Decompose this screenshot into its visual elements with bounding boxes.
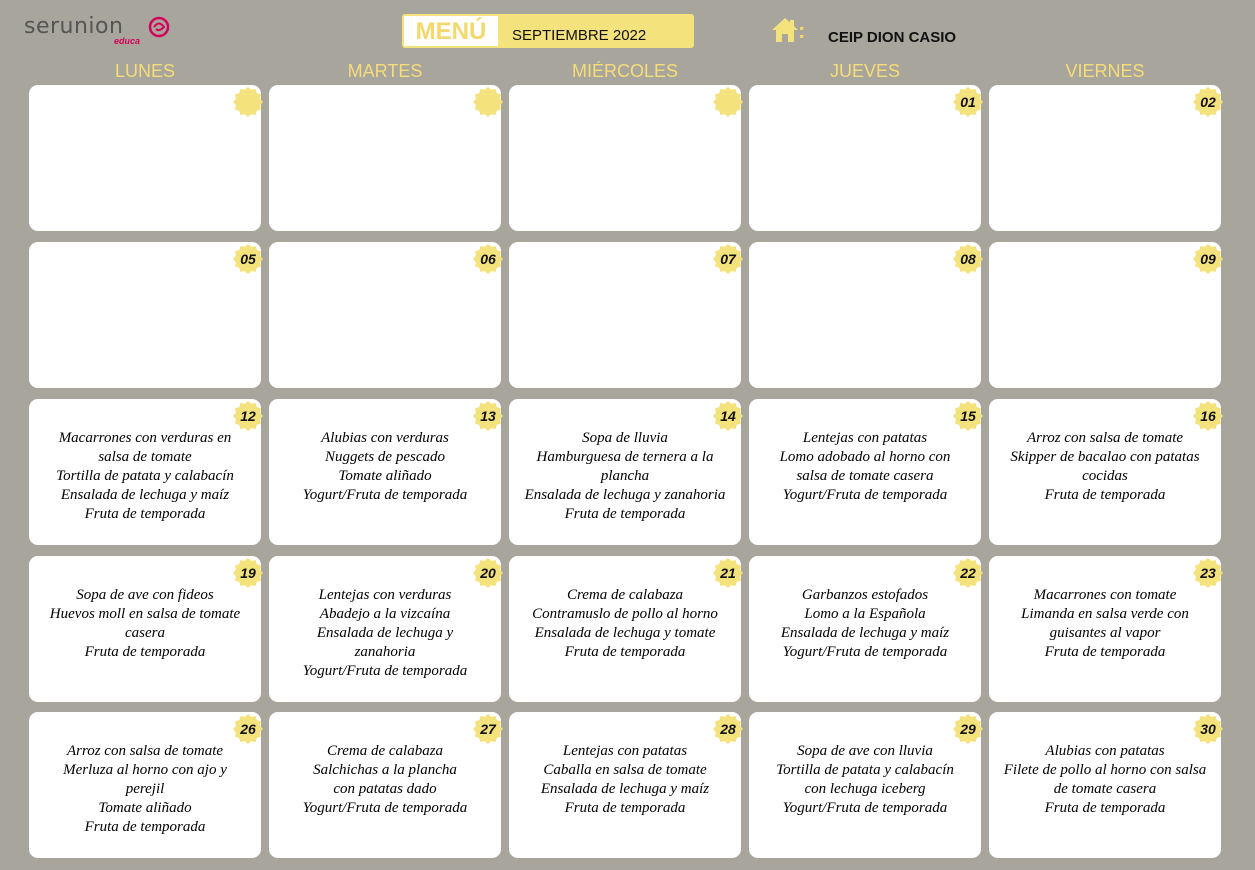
day-cell xyxy=(749,712,981,858)
day-number-badge xyxy=(473,714,503,744)
menu-item: Ensalada de lechuga y maíz xyxy=(60,487,230,503)
day-cell xyxy=(509,712,741,858)
menu-item: cocidas xyxy=(1082,468,1128,484)
menu-item: Yogurt/Fruta de temporada xyxy=(782,644,948,660)
day-number: 15 xyxy=(960,408,976,424)
menu-item: Sopa de lluvia xyxy=(582,430,668,446)
day-number-badge xyxy=(953,244,983,274)
day-number-badge xyxy=(233,87,263,117)
house-icon xyxy=(770,16,800,44)
menu-item: Arroz con salsa de tomate xyxy=(1026,430,1184,446)
menu-list xyxy=(751,742,979,818)
day-number-badge xyxy=(713,558,743,588)
day-number: 13 xyxy=(480,408,496,424)
menu-item: perejil xyxy=(125,781,165,797)
day-cell xyxy=(749,556,981,702)
day-number: 07 xyxy=(720,251,736,267)
menu-item: Ensalada de lechuga y maíz xyxy=(540,781,710,797)
day-cell xyxy=(269,556,501,702)
menu-item: de tomate casera xyxy=(1053,781,1157,797)
menu-item: Yogurt/Fruta de temporada xyxy=(782,800,948,816)
menu-item: Fruta de temporada xyxy=(84,644,206,660)
day-number: 20 xyxy=(480,565,496,581)
day-number: 12 xyxy=(240,408,256,424)
day-number-badge xyxy=(473,558,503,588)
menu-item: salsa de tomate casera xyxy=(796,468,934,484)
day-number: 27 xyxy=(480,721,496,737)
day-number-badge xyxy=(953,714,983,744)
menu-item: Sopa de ave con fideos xyxy=(76,587,214,603)
menu-list xyxy=(31,742,259,837)
menu-item: Limanda en salsa verde con xyxy=(1021,606,1189,622)
day-cell xyxy=(29,556,261,702)
menu-title-label: MENÚ xyxy=(404,16,498,46)
menu-item: Tomate aliñado xyxy=(98,800,192,816)
menu-item: Fruta de temporada xyxy=(1044,644,1166,660)
day-number: 08 xyxy=(960,251,976,267)
menu-item: Garbanzos estofados xyxy=(801,587,929,603)
menu-item: Lentejas con verduras xyxy=(318,587,452,603)
day-number: 21 xyxy=(720,565,736,581)
day-number-badge xyxy=(233,558,263,588)
day-cell xyxy=(269,399,501,545)
menu-item: Contramuslo de pollo al horno xyxy=(532,606,718,622)
menu-item: plancha xyxy=(600,468,650,484)
menu-item: Skipper de bacalao con patatas xyxy=(1010,449,1200,465)
day-number-badge xyxy=(1193,401,1223,431)
day-cell xyxy=(989,399,1221,545)
menu-list xyxy=(271,742,499,818)
day-number-badge xyxy=(713,714,743,744)
menu-item: Fruta de temporada xyxy=(84,819,206,835)
day-header-viernes: VIERNES xyxy=(1065,61,1145,81)
menu-list xyxy=(511,742,739,818)
menu-item: Sopa de ave con lluvia xyxy=(797,743,933,759)
menu-item: Crema de calabaza xyxy=(566,587,684,603)
house-colon: : xyxy=(798,18,806,43)
day-header-martes: MARTES xyxy=(347,61,423,81)
day-cell xyxy=(509,556,741,702)
menu-item: Yogurt/Fruta de temporada xyxy=(302,800,468,816)
menu-item: Ensalada de lechuga y zanahoria xyxy=(524,487,726,503)
menu-list xyxy=(511,586,739,662)
day-number: 23 xyxy=(1200,565,1216,581)
day-number-badge xyxy=(233,714,263,744)
day-cell xyxy=(989,556,1221,702)
brand-swirl-icon xyxy=(148,16,170,38)
day-number: 02 xyxy=(1200,94,1216,110)
day-number: 30 xyxy=(1200,721,1216,737)
day-number-badge xyxy=(1193,87,1223,117)
day-cell xyxy=(749,242,981,388)
menu-list xyxy=(991,742,1219,818)
day-number: 05 xyxy=(240,251,256,267)
menu-list xyxy=(751,586,979,662)
menu-item: Filete de pollo al horno con salsa xyxy=(1003,762,1207,778)
day-number-badge xyxy=(233,244,263,274)
menu-item: zanahoria xyxy=(354,644,416,660)
menu-item: casera xyxy=(125,625,165,641)
brand-sub: educa xyxy=(114,36,141,46)
menu-item: salsa de tomate xyxy=(98,449,192,465)
school-name: CEIP DION CASIO xyxy=(828,29,957,46)
menu-item: Lentejas con patatas xyxy=(562,743,688,759)
day-cell xyxy=(509,399,741,545)
day-cell xyxy=(749,399,981,545)
day-cell xyxy=(29,242,261,388)
day-cell xyxy=(269,85,501,231)
menu-item: Tomate aliñado xyxy=(338,468,432,484)
menu-item: Nuggets de pescado xyxy=(325,449,445,465)
day-number-badge xyxy=(233,401,263,431)
day-header-jueves: JUEVES xyxy=(829,61,901,81)
day-number xyxy=(473,87,503,117)
day-cell xyxy=(749,85,981,231)
day-number-badge xyxy=(473,401,503,431)
menu-item: con lechuga iceberg xyxy=(804,781,926,797)
day-number-badge xyxy=(953,87,983,117)
menu-item: con patatas dado xyxy=(333,781,437,797)
menu-list xyxy=(511,429,739,524)
menu-item: Fruta de temporada xyxy=(564,800,686,816)
menu-item: Huevos moll en salsa de tomate xyxy=(49,606,241,622)
day-number: 29 xyxy=(960,721,976,737)
day-header-miercoles: MIÉRCOLES xyxy=(571,61,679,81)
brand-name: serunion xyxy=(24,14,124,39)
menu-item: Crema de calabaza xyxy=(326,743,444,759)
day-number xyxy=(233,87,263,117)
day-cell xyxy=(989,712,1221,858)
menu-item: Ensalada de lechuga y maíz xyxy=(780,625,950,641)
day-number xyxy=(713,87,743,117)
day-number-badge xyxy=(953,401,983,431)
menu-month: SEPTIEMBRE 2022 xyxy=(512,27,647,44)
menu-item: Arroz con salsa de tomate xyxy=(66,743,224,759)
menu-item: Fruta de temporada xyxy=(564,644,686,660)
menu-item: Tortilla de patata y calabacín xyxy=(56,468,234,484)
day-number: 19 xyxy=(240,565,256,581)
menu-list xyxy=(991,429,1219,505)
menu-title-box xyxy=(402,14,694,48)
menu-item: Fruta de temporada xyxy=(1044,487,1166,503)
day-number: 01 xyxy=(960,94,976,110)
menu-item: Fruta de temporada xyxy=(1044,800,1166,816)
day-number-badge xyxy=(953,558,983,588)
day-number-badge xyxy=(473,244,503,274)
menu-item: Ensalada de lechuga y tomate xyxy=(534,625,716,641)
day-number: 26 xyxy=(240,721,256,737)
menu-item: Lomo adobado al horno con xyxy=(779,449,951,465)
menu-list xyxy=(271,429,499,505)
menu-list xyxy=(31,586,259,662)
day-number: 06 xyxy=(480,251,496,267)
menu-item: Macarrones con verduras en xyxy=(58,430,232,446)
menu-list xyxy=(751,429,979,505)
menu-item: Abadejo a la vizcaína xyxy=(319,606,451,622)
menu-item: Lentejas con patatas xyxy=(802,430,928,446)
menu-item: Fruta de temporada xyxy=(84,506,206,522)
menu-list xyxy=(271,586,499,681)
menu-item: Tortilla de patata y calabacín xyxy=(776,762,954,778)
day-number-badge xyxy=(1193,558,1223,588)
menu-item: Salchichas a la plancha xyxy=(313,762,457,778)
day-number-badge xyxy=(713,244,743,274)
menu-list xyxy=(31,429,259,524)
menu-item: Yogurt/Fruta de temporada xyxy=(302,487,468,503)
day-cell xyxy=(509,242,741,388)
day-number-badge xyxy=(713,87,743,117)
day-cell xyxy=(29,399,261,545)
menu-item: Fruta de temporada xyxy=(564,506,686,522)
day-cell xyxy=(989,242,1221,388)
menu-item: Merluza al horno con ajo y xyxy=(63,762,227,778)
menu-item: Macarrones con tomate xyxy=(1033,587,1177,603)
day-number-badge xyxy=(1193,244,1223,274)
day-header-lunes: LUNES xyxy=(114,61,176,81)
day-cell xyxy=(509,85,741,231)
day-number-badge xyxy=(1193,714,1223,744)
day-cell xyxy=(29,712,261,858)
menu-item: Ensalada de lechuga y xyxy=(316,625,454,641)
menu-item: guisantes al vapor xyxy=(1049,625,1161,641)
menu-item: Yogurt/Fruta de temporada xyxy=(782,487,948,503)
menu-item: Lomo a la Española xyxy=(804,606,926,622)
day-cell xyxy=(989,85,1221,231)
day-number: 09 xyxy=(1200,251,1216,267)
menu-item: Hamburguesa de ternera a la xyxy=(536,449,714,465)
day-number: 28 xyxy=(720,721,736,737)
day-cell xyxy=(269,242,501,388)
menu-item: Alubias con verduras xyxy=(321,430,449,446)
day-cell xyxy=(29,85,261,231)
day-number: 14 xyxy=(720,408,736,424)
menu-list xyxy=(991,586,1219,662)
day-number: 22 xyxy=(960,565,976,581)
menu-item: Alubias con patatas xyxy=(1045,743,1165,759)
day-cell xyxy=(269,712,501,858)
day-number-badge xyxy=(713,401,743,431)
day-number: 16 xyxy=(1200,408,1216,424)
menu-item: Caballa en salsa de tomate xyxy=(543,762,707,778)
day-number-badge xyxy=(473,87,503,117)
menu-item: Yogurt/Fruta de temporada xyxy=(302,663,468,679)
